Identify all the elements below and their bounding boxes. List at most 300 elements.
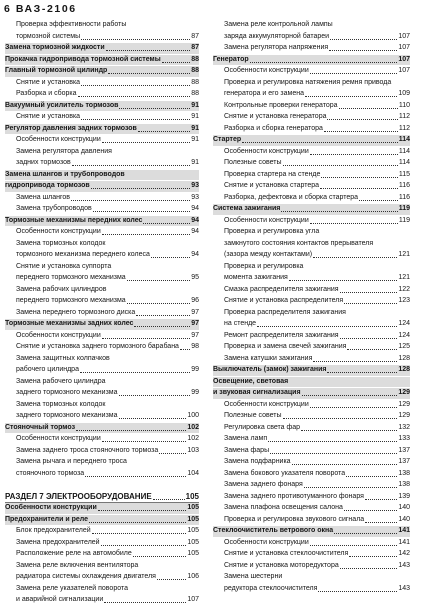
toc-entry-title: Главный тормозной цилиндр	[5, 67, 108, 74]
toc-leader-dots	[76, 430, 186, 431]
toc-entry-page: 104	[187, 469, 199, 477]
toc-leader-dots	[283, 165, 398, 166]
toc-entry-title: Тормозные механизмы передних колес	[5, 216, 143, 224]
page-number: 6	[4, 3, 10, 15]
toc-entry	[5, 158, 199, 169]
toc-entry	[213, 78, 410, 89]
toc-entry-title: Особенности конструкции	[16, 331, 101, 339]
toc-leader-dots	[340, 338, 398, 339]
toc-entry-title: Стояночный тормоз	[5, 423, 76, 431]
toc-entry	[5, 296, 199, 307]
toc-entry-page: 143	[398, 561, 410, 569]
toc-entry-title: Замена шлангов	[16, 193, 71, 201]
toc-leader-dots	[339, 108, 398, 109]
toc-leader-dots	[242, 142, 398, 143]
toc-entry	[5, 331, 199, 342]
toc-entry-page: 94	[191, 205, 199, 212]
toc-entry	[213, 400, 410, 411]
toc-entry	[5, 538, 199, 549]
toc-entry-page: 91	[191, 124, 199, 132]
toc-entry-page: 103	[187, 446, 199, 454]
toc-leader-dots	[81, 85, 190, 86]
toc-leader-dots	[80, 372, 190, 373]
toc-entry	[213, 89, 410, 100]
toc-entry	[5, 273, 199, 284]
toc-entry-title: Стартер	[213, 136, 242, 143]
toc-entry-title: Замена тормозных колодок	[16, 400, 106, 408]
toc-entry-page: 105	[187, 538, 199, 546]
toc-entry-title: Замена рабочих цилиндров	[16, 285, 107, 293]
toc-entry	[213, 250, 410, 261]
toc-entry	[213, 135, 410, 146]
toc-entry-page: 122	[398, 285, 410, 293]
toc-entry-page: 107	[398, 32, 410, 40]
toc-leader-dots	[257, 326, 397, 327]
toc-entry-title: Замена фары	[224, 446, 270, 454]
toc-entry-title: Особенности конструкции	[224, 216, 309, 224]
toc-entry-title: Замена шестерни	[224, 573, 283, 580]
toc-entry-title: Регулятор давления задних тормозов	[5, 124, 137, 132]
toc-entry-title: Замена трубопроводов	[16, 205, 92, 212]
toc-leader-dots	[250, 62, 398, 63]
toc-leader-dots	[106, 407, 198, 408]
toc-entry	[5, 135, 199, 146]
toc-entry-title: Система зажигания	[213, 205, 281, 212]
toc-leader-dots	[107, 384, 199, 385]
toc-entry-title: генератора и его замена	[224, 90, 304, 97]
toc-entry-title: Разборка, дефектовка и сборка стартера	[224, 193, 359, 201]
toc-entry-title: Замена переднего тормозного диска	[16, 308, 136, 316]
toc-leader-dots	[127, 280, 191, 281]
toc-entry	[5, 572, 199, 583]
toc-entry	[213, 388, 410, 399]
toc-leader-dots	[101, 545, 187, 546]
toc-entry-title: Смазка распределителя зажигания	[224, 285, 339, 293]
toc-entry-title: и аварийной сигнализации	[16, 596, 104, 603]
toc-entry-title: Снятие и установка генератора	[224, 113, 327, 120]
toc-entry-title: Снятие и установка	[16, 113, 81, 120]
toc-entry-title: переднего тормозного механизма	[16, 297, 126, 304]
toc-entry-title: Особенности конструкции	[16, 136, 101, 143]
toc-entry-page: 102	[187, 423, 199, 431]
toc-entry-page: 137	[398, 446, 410, 454]
toc-entry-title: Снятие и установка распределителя	[224, 297, 344, 304]
toc-entry-title: на стенде	[224, 320, 257, 327]
toc-leader-dots	[344, 510, 397, 511]
toc-entry	[5, 66, 199, 77]
toc-leader-dots	[111, 361, 198, 362]
toc-entry-title: Замена рабочего цилиндра	[16, 377, 106, 385]
toc-entry	[5, 101, 199, 112]
toc-entry-page: 96	[191, 297, 199, 304]
toc-entry-title: Снятие и установка стартера	[224, 182, 320, 189]
toc-leader-dots	[268, 441, 397, 442]
toc-leader-dots	[346, 476, 397, 477]
toc-entry	[213, 101, 410, 112]
toc-entry-title: Замена рычага и переднего троса	[16, 458, 127, 465]
toc-entry-title: тормозного механизма переднего колеса	[16, 251, 150, 258]
toc-leader-dots	[159, 453, 186, 454]
toc-entry-page: 97	[191, 331, 199, 339]
toc-leader-dots	[310, 154, 398, 155]
toc-entry-page: 132	[398, 423, 410, 431]
toc-entry	[213, 124, 410, 135]
toc-entry-title: Особенности конструкции	[224, 400, 309, 408]
toc-entry-page: 94	[191, 251, 199, 258]
toc-entry	[5, 262, 199, 273]
toc-entry-title: Особенности конструкции	[224, 538, 309, 546]
toc-entry-page: 121	[398, 274, 410, 281]
toc-entry-page: 105	[187, 550, 199, 557]
toc-leader-dots	[162, 62, 191, 63]
toc-entry-page: 105	[185, 491, 199, 501]
toc-entry-title: Генератор	[213, 55, 249, 63]
toc-entry	[5, 239, 199, 250]
toc-leader-dots	[292, 464, 398, 465]
toc-entry	[213, 43, 410, 54]
toc-entry-title: заднего тормозного механизма	[16, 412, 118, 419]
toc-entry-title: заднего тормозного механизма	[16, 389, 118, 396]
toc-entry-page: 107	[398, 55, 410, 63]
toc-leader-dots	[320, 234, 409, 235]
toc-entry	[5, 549, 199, 560]
toc-entry-title: переднего тормозного механизма	[16, 274, 126, 281]
toc-entry-title: Замена катушки зажигания	[224, 354, 313, 362]
toc-entry-page: 119	[398, 216, 410, 224]
toc-entry	[5, 181, 199, 192]
toc-entry	[213, 342, 410, 353]
toc-entry-title: Проверка стартера на стенде	[224, 170, 321, 178]
toc-entry	[5, 78, 199, 89]
toc-entry	[213, 112, 410, 123]
toc-entry-page: 91	[191, 113, 199, 120]
toc-leader-dots	[128, 464, 198, 465]
toc-entry-page: 107	[187, 596, 199, 603]
toc-entry	[213, 147, 410, 158]
toc-entry	[5, 147, 199, 158]
toc-leader-dots	[134, 326, 190, 327]
toc-entry-page: 125	[398, 343, 410, 350]
toc-entry	[213, 20, 410, 31]
toc-leader-dots	[374, 246, 409, 247]
toc-entry	[5, 584, 199, 595]
toc-entry	[213, 204, 410, 215]
toc-entry	[5, 446, 199, 457]
toc-entry-page: 97	[191, 308, 199, 316]
toc-entry-title: Снятие и установка	[16, 78, 81, 86]
toc-entry-title: Снятие и установка стеклоочистителя	[224, 550, 349, 557]
toc-entry	[213, 170, 410, 181]
toc-entry-page: 95	[191, 274, 199, 281]
toc-entry	[5, 20, 199, 31]
toc-entry	[213, 66, 410, 77]
toc-entry	[213, 262, 410, 273]
toc-entry	[5, 561, 199, 572]
toc-entry	[213, 181, 410, 192]
toc-entry	[5, 170, 199, 181]
book-title: ВАЗ-2106	[15, 3, 77, 15]
toc-entry	[5, 124, 199, 135]
toc-entry-title: Прокачка гидропривода тормозной системы	[5, 55, 161, 63]
toc-entry	[5, 285, 199, 296]
toc-entry	[213, 503, 410, 514]
toc-entry-title: замкнутого состояния контактов прерывателя	[224, 239, 374, 247]
toc-leader-dots	[112, 269, 198, 270]
toc-leader-dots	[365, 499, 397, 500]
toc-entry-title: Проверка и регулировка звукового сигнала	[224, 515, 365, 523]
toc-entry	[5, 204, 199, 215]
toc-entry	[213, 227, 410, 238]
toc-entry-page: 91	[191, 101, 199, 109]
toc-entry-title: Снятие и установка суппорта	[16, 262, 112, 270]
toc-leader-dots	[138, 131, 190, 132]
toc-leader-dots	[330, 39, 397, 40]
toc-entry-page: 138	[398, 481, 410, 488]
toc-leader-dots	[89, 522, 186, 523]
toc-entry-title: Особенности конструкции	[5, 504, 97, 511]
toc-entry	[213, 193, 410, 204]
toc-entry	[5, 434, 199, 445]
toc-entry-title: Замена регулятора давления	[16, 147, 112, 155]
toc-leader-dots	[119, 395, 191, 396]
toc-entry-page: 129	[398, 389, 410, 396]
toc-entry-title: Замена предохранителей	[16, 538, 100, 546]
toc-entry	[5, 32, 199, 43]
toc-entry-page: 102	[187, 435, 199, 442]
toc-entry	[213, 319, 410, 330]
toc-entry-page: 141	[398, 538, 410, 546]
toc-entry-title: Замена ламп	[224, 435, 268, 442]
toc-entry	[5, 469, 199, 480]
toc-entry	[5, 423, 199, 434]
toc-leader-dots	[392, 85, 409, 86]
toc-entry-page: 87	[191, 32, 199, 40]
toc-entry-title: Стеклоочиститель ветрового окна	[213, 527, 334, 534]
toc-leader-dots	[281, 211, 397, 212]
toc-entry	[213, 296, 410, 307]
toc-entry-title: Особенности конструкции	[16, 435, 101, 442]
toc-leader-dots	[78, 96, 191, 97]
toc-entry-page: 142	[398, 550, 410, 557]
toc-leader-dots	[359, 200, 398, 201]
toc-leader-dots	[347, 315, 409, 316]
toc-leader-dots	[153, 499, 185, 500]
toc-entry	[5, 43, 199, 54]
toc-entry-page: 128	[398, 366, 410, 373]
toc-entry-title: Контрольные проверки генератора	[224, 101, 338, 109]
toc-entry-title: Освещение, световая	[213, 377, 289, 385]
toc-entry-title: задних тормозов	[16, 159, 71, 166]
toc-entry	[5, 480, 199, 491]
toc-leader-dots	[324, 131, 398, 132]
toc-leader-dots	[106, 246, 198, 247]
toc-leader-dots	[327, 372, 397, 373]
toc-leader-dots	[108, 73, 190, 74]
toc-entry-title: Полезные советы	[224, 159, 282, 166]
toc-entry	[213, 526, 410, 537]
toc-entry	[213, 377, 410, 388]
toc-entry-title: Особенности конструкции	[16, 228, 101, 235]
toc-entry	[5, 503, 199, 514]
toc-entry-title: Разборка и сборка генератора	[224, 124, 323, 132]
toc-leader-dots	[102, 234, 190, 235]
toc-entry	[213, 584, 410, 595]
toc-leader-dots	[301, 430, 397, 431]
toc-entry-title: Замена плафона освещения салона	[224, 504, 343, 511]
toc-entry-page: 105	[187, 504, 199, 511]
toc-leader-dots	[340, 568, 398, 569]
toc-entry-title: Замена реле включения вентилятора	[16, 561, 139, 569]
toc-entry	[5, 457, 199, 468]
toc-leader-dots	[310, 545, 398, 546]
toc-entry-page: 129	[398, 412, 410, 419]
toc-entry-page: 97	[191, 320, 199, 327]
toc-entry	[5, 89, 199, 100]
toc-entry-page: 137	[398, 458, 410, 465]
toc-entry	[213, 480, 410, 491]
toc-leader-dots	[302, 395, 398, 396]
toc-leader-dots	[157, 579, 186, 580]
toc-entry	[213, 446, 410, 457]
toc-leader-dots	[313, 257, 397, 258]
toc-entry-page: 115	[398, 170, 410, 178]
toc-leader-dots	[98, 510, 187, 511]
toc-entry-page: 114	[398, 136, 410, 143]
toc-entry-page: 138	[398, 469, 410, 477]
toc-leader-dots	[71, 200, 190, 201]
toc-entry-title: Разборка и сборка	[16, 90, 77, 97]
toc-entry-page: 116	[398, 182, 410, 189]
toc-leader-dots	[321, 177, 397, 178]
toc-entry-title: Замена защитных колпачков	[16, 354, 110, 362]
toc-entry-title: Замена заднего фонаря	[224, 481, 303, 488]
toc-entry-page: 139	[398, 492, 410, 500]
toc-entry-title: Регулировка света фар	[224, 423, 301, 431]
toc-leader-dots	[283, 579, 409, 580]
toc-right-column	[213, 19, 410, 594]
toc-entry-page: 107	[398, 44, 410, 51]
toc-leader-dots	[81, 39, 190, 40]
toc-entry	[213, 434, 410, 445]
toc-leader-dots	[127, 27, 198, 28]
toc-entry	[213, 492, 410, 503]
toc-entry-page: 121	[398, 251, 410, 258]
toc-entry-title: Проверка и регулировка угла	[224, 228, 320, 235]
toc-leader-dots	[119, 418, 187, 419]
toc-leader-dots	[139, 568, 198, 569]
toc-entry-title: Тормозные механизмы задних колес	[5, 320, 134, 327]
toc-entry	[213, 32, 410, 43]
toc-entry	[5, 193, 199, 204]
toc-entry-page: 143	[398, 584, 410, 592]
toc-entry	[213, 55, 410, 66]
toc-entry-title: Проверка и замена свечей зажигания	[224, 343, 347, 350]
toc-entry-page: 88	[191, 78, 199, 86]
toc-entry-title: рабочего цилиндра	[16, 366, 79, 373]
toc-entry	[5, 492, 199, 503]
toc-entry-page: 100	[187, 412, 199, 419]
toc-leader-dots	[151, 257, 190, 258]
toc-leader-dots	[85, 476, 186, 477]
toc-entry-page: 88	[191, 55, 199, 63]
toc-entry-page: 91	[191, 159, 199, 166]
toc-entry	[213, 572, 410, 583]
toc-leader-dots	[72, 165, 191, 166]
toc-leader-dots	[289, 280, 398, 281]
toc-entry-page: 110	[398, 101, 410, 109]
toc-entry	[5, 365, 199, 376]
toc-entry-page: 124	[398, 331, 410, 339]
toc-leader-dots	[304, 269, 409, 270]
toc-leader-dots	[283, 418, 398, 419]
toc-entry	[213, 158, 410, 169]
toc-leader-dots	[102, 338, 190, 339]
toc-entry-title: Замена регулятора напряжения	[224, 44, 329, 51]
toc-entry	[213, 331, 410, 342]
toc-leader-dots	[365, 522, 397, 523]
toc-leader-dots	[113, 154, 198, 155]
toc-entry	[5, 515, 199, 526]
toc-entry	[213, 354, 410, 365]
toc-leader-dots	[347, 349, 397, 350]
toc-entry-title: гидропривода тормозов	[5, 182, 90, 189]
toc-leader-dots	[107, 292, 198, 293]
toc-entry-page: 114	[398, 147, 410, 155]
toc-leader-dots	[327, 119, 397, 120]
toc-entry-title: Ремонт распределителя зажигания	[224, 331, 339, 339]
toc-entry-title: Особенности конструкции	[224, 67, 309, 74]
toc-entry-title: Замена тормозной жидкости	[5, 44, 105, 51]
toc-entry-page: 114	[398, 159, 410, 166]
toc-entry	[213, 457, 410, 468]
toc-entry-page: 141	[398, 527, 410, 534]
toc-leader-dots	[102, 441, 187, 442]
toc-entry-title: Расположение реле на автомобиле	[16, 550, 132, 557]
toc-entry-page: 87	[191, 44, 199, 51]
toc-leader-dots	[270, 453, 397, 454]
toc-entry-title: и звуковая сигнализация	[213, 389, 301, 396]
toc-entry	[5, 112, 199, 123]
toc-leader-dots	[329, 50, 397, 51]
toc-entry	[213, 216, 410, 227]
toc-leader-dots	[126, 177, 198, 178]
toc-entry-title: Проверка и регулировка	[224, 262, 304, 270]
toc-leader-dots	[180, 349, 190, 350]
toc-entry-title: Замена бокового указателя поворота	[224, 469, 346, 477]
toc-entry-title: Особенности конструкции	[224, 147, 309, 155]
toc-entry-page: 88	[191, 67, 199, 74]
toc-entry-title: стояночного тормоза	[16, 469, 85, 477]
toc-entry-title: Блок предохранителей	[16, 527, 91, 534]
toc-entry-page: 140	[398, 515, 410, 523]
toc-entry-page: 94	[191, 228, 199, 235]
toc-leader-dots	[310, 223, 398, 224]
toc-entry-title: РАЗДЕЛ 7 ЭЛЕКТРООБОРУДОВАНИЕ	[5, 491, 152, 501]
toc-entry	[213, 561, 410, 572]
toc-entry	[213, 469, 410, 480]
toc-leader-dots	[289, 384, 409, 385]
toc-entry-title: Снятие и установка заднего тормозного барабана	[16, 343, 179, 350]
toc-leader-dots	[305, 96, 397, 97]
toc-entry	[5, 216, 199, 227]
toc-entry	[213, 549, 410, 560]
toc-leader-dots	[106, 50, 191, 51]
toc-entry-title: Выключатель (замок) зажигания	[213, 366, 327, 373]
toc-entry-page: 116	[398, 193, 410, 201]
toc-entry	[213, 538, 410, 549]
toc-entry-title: Замена заднего противотуманного фонаря	[224, 492, 364, 500]
toc-entry	[5, 308, 199, 319]
